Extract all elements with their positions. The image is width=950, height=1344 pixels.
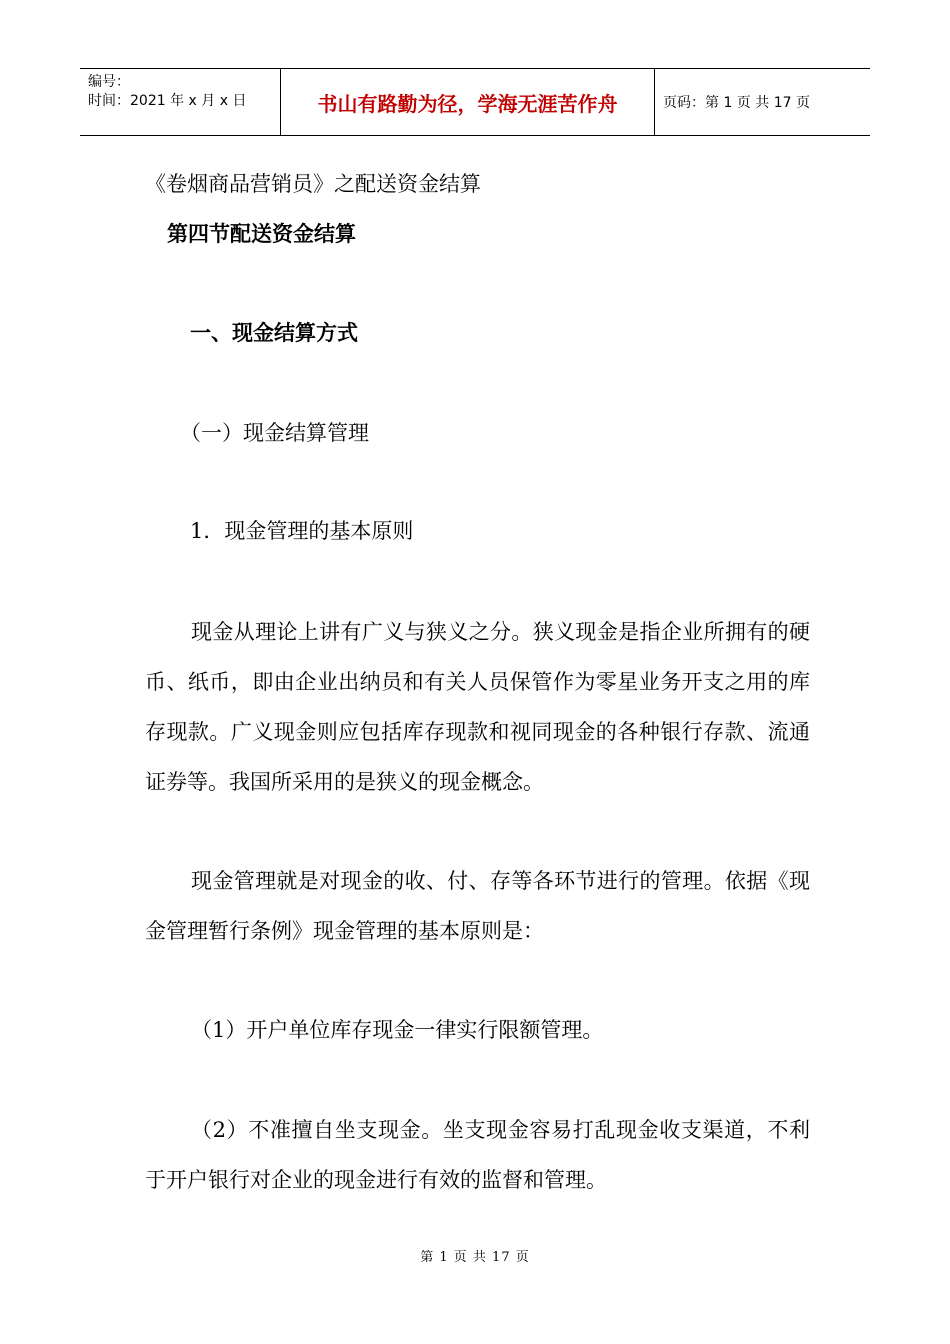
document-title: 《卷烟商品营销员》之配送资金结算 (145, 172, 481, 196)
heading-cash-settlement: 一、现金结算方式 (190, 321, 358, 345)
date-label: 时间：2021 年 x 月 x 日 (88, 93, 247, 109)
header-motto: 书山有路勤为径，学海无涯苦作舟 (281, 69, 655, 135)
number-label: 编号： (88, 74, 130, 90)
header-meta (80, 69, 281, 135)
list-item-2: （2）不准擅自坐支现金。坐支现金容易打乱现金收支渠道，不利于开户银行对企业的现金进行有效的监督和管理。 (145, 1118, 810, 1192)
paragraph-cash-definition: 现金从理论上讲有广义与狭义之分。狭义现金是指企业所拥有的硬币、纸币，即由企业出纳员和有关人员保管作为零星业务开支之用的库存现款。广义现金则应包括库存现款和视同现金的各种银行存款、流通证券等。我国所采用的是狭义的现金概念。 (145, 620, 810, 794)
paragraph-cash-management: 现金管理就是对现金的收、付、存等各环节进行的管理。依据《现金管理暂行条例》现金管理的基本原则是： (145, 869, 810, 943)
heading-cash-management: （一）现金结算管理 (180, 421, 369, 445)
header-page-info: 页码：第 1 页 共 17 页 (663, 95, 810, 111)
section-title: 第四节配送资金结算 (167, 222, 356, 246)
list-item-1: （1）开户单位库存现金一律实行限额管理。 (191, 1018, 604, 1042)
heading-basic-principles: 1．现金管理的基本原则 (190, 519, 414, 543)
page-header (80, 68, 870, 136)
page-footer: 第 1 页 共 17 页 (420, 1250, 530, 1265)
